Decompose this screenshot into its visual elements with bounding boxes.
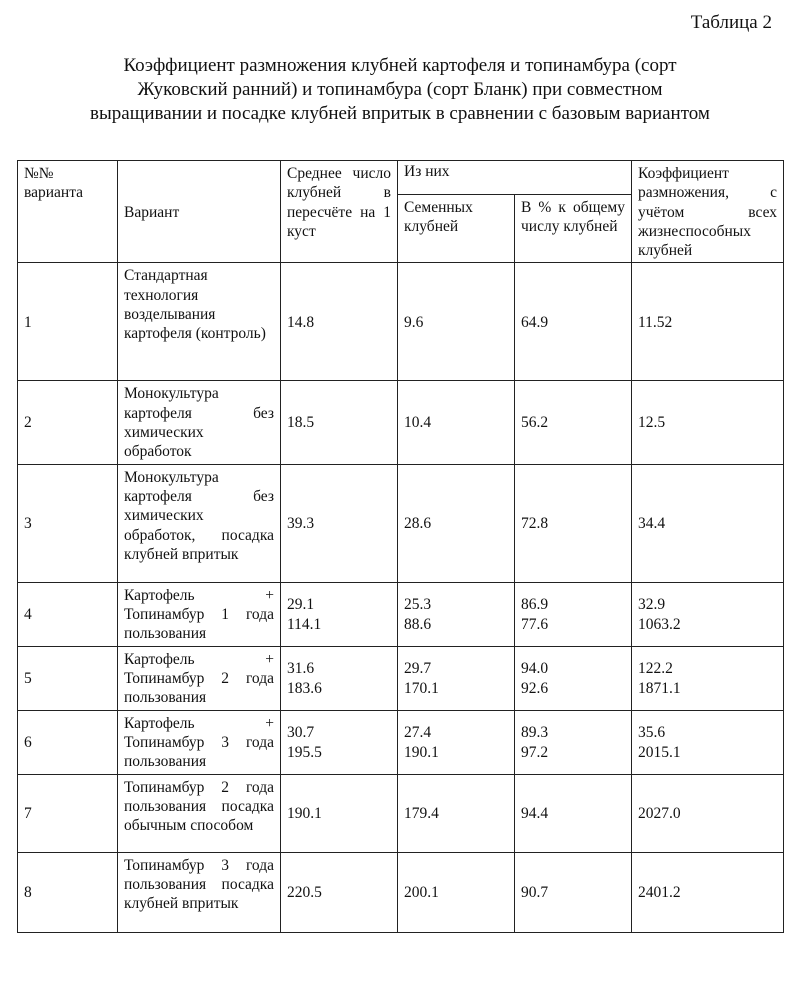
cell-num: 7 [18,774,118,852]
cell-percent [515,464,632,582]
cell-variant: Картофель + Топинамбур 3 года пользования [118,710,281,774]
cell-variant: Монокультура картофеля без химических обработок [118,381,281,464]
cell-coef [632,646,784,710]
cell-value: 18.5 [287,414,315,432]
cell-value: 2027.0 [638,805,681,823]
cell-value: 2015.1 [638,743,681,761]
cell-value: 56.2 [521,414,549,432]
cell-seed [398,464,515,582]
cell-coef [632,582,784,646]
caption-line: Жуковский ранний) и топинамбура (сорт Бланк) при совместном [137,79,663,100]
cell-value: 90.7 [521,884,549,902]
caption-line: выращивании и посадке клубней впритык в сравнении с базовым вариантом [90,103,710,124]
cell-value: 97.2 [521,743,549,761]
cell-coef [632,263,784,381]
cell-value: 14.8 [287,313,315,331]
cell-value: 35.6 [638,724,666,742]
cell-seed [398,582,515,646]
cell-coef [632,710,784,774]
cell-value: 32.9 [638,596,666,614]
cell-value: 28.6 [404,515,432,533]
cell-variant: Картофель + Топинамбур 1 года пользования [118,582,281,646]
table-row [18,774,784,852]
cell-value: 30.7 [287,724,315,742]
cell-value: 88.6 [404,615,432,633]
cell-value: 195.5 [287,743,322,761]
cell-avg [281,710,398,774]
cell-value: 86.9 [521,596,549,614]
cell-value: 2401.2 [638,884,681,902]
cell-percent [515,381,632,464]
cell-value: 25.3 [404,596,432,614]
cell-value: 190.1 [404,743,439,761]
cell-value: 179.4 [404,805,439,823]
cell-num: 6 [18,710,118,774]
cell-value: 1063.2 [638,615,681,633]
cell-value: 220.5 [287,884,322,902]
cell-avg [281,381,398,464]
cell-percent [515,710,632,774]
data-table [17,160,784,933]
table-label: Таблица 2 [690,12,772,33]
header-avg: Среднее число клубней в пересчёте на 1 куст [281,161,398,263]
cell-value: 77.6 [521,615,549,633]
cell-value: 1871.1 [638,679,681,697]
cell-value: 29.1 [287,596,315,614]
cell-coef [632,381,784,464]
cell-coef [632,852,784,932]
cell-value: 94.4 [521,805,549,823]
cell-variant: Картофель + Топинамбур 2 года пользования [118,646,281,710]
header-coef: Коэффициент размножения, с учётом всех жизнеспособных клубней [632,161,784,263]
cell-value: 11.52 [638,313,673,331]
cell-seed [398,381,515,464]
table-caption [30,54,770,126]
header-of-them: Из них [398,161,632,195]
cell-value: 64.9 [521,313,549,331]
cell-seed [398,852,515,932]
cell-variant: Топинамбур 2 года пользования посадка обычным способом [118,774,281,852]
cell-seed [398,774,515,852]
table-row [18,464,784,582]
cell-value: 12.5 [638,414,666,432]
cell-avg [281,852,398,932]
cell-seed [398,263,515,381]
cell-percent [515,774,632,852]
cell-coef [632,774,784,852]
cell-value: 9.6 [404,313,424,331]
table-row [18,582,784,646]
header-percent: В % к общему числу клубней [515,195,632,263]
cell-percent [515,582,632,646]
cell-num: 1 [18,263,118,381]
cell-avg [281,464,398,582]
cell-seed [398,646,515,710]
cell-coef [632,464,784,582]
cell-num: 5 [18,646,118,710]
cell-value: 39.3 [287,515,315,533]
cell-avg [281,646,398,710]
cell-num: 2 [18,381,118,464]
cell-value: 122.2 [638,660,673,678]
cell-value: 190.1 [287,805,322,823]
header-seed: Семенных клубней [398,195,515,263]
cell-value: 170.1 [404,679,439,697]
cell-value: 27.4 [404,724,432,742]
table-row [18,852,784,932]
cell-value: 200.1 [404,884,439,902]
cell-variant: Стандартная технология возделывания картофеля (контроль) [118,263,281,381]
cell-num: 8 [18,852,118,932]
header-num: №№ варианта [18,161,118,263]
cell-value: 29.7 [404,660,432,678]
cell-value: 72.8 [521,515,549,533]
table-row [18,646,784,710]
table-row [18,710,784,774]
cell-percent [515,263,632,381]
cell-value: 94.0 [521,660,549,678]
cell-seed [398,710,515,774]
cell-avg [281,582,398,646]
cell-value: 10.4 [404,414,432,432]
cell-value: 34.4 [638,515,666,533]
cell-percent [515,852,632,932]
cell-value: 183.6 [287,679,322,697]
table-row [18,263,784,381]
cell-value: 31.6 [287,660,315,678]
cell-num: 4 [18,582,118,646]
header-row [18,161,784,195]
header-variant: Вариант [118,161,281,263]
cell-num: 3 [18,464,118,582]
cell-percent [515,646,632,710]
table-row [18,381,784,464]
cell-avg [281,774,398,852]
cell-value: 92.6 [521,679,549,697]
caption-line: Коэффициент размножения клубней картофеля и топинамбура (сорт [123,55,677,76]
cell-value: 89.3 [521,724,549,742]
cell-variant: Топинамбур 3 года пользования посадка клубней впритык [118,852,281,932]
cell-value: 114.1 [287,615,322,633]
cell-avg [281,263,398,381]
cell-variant: Монокультура картофеля без химических обработок, посадка клубней впритык [118,464,281,582]
